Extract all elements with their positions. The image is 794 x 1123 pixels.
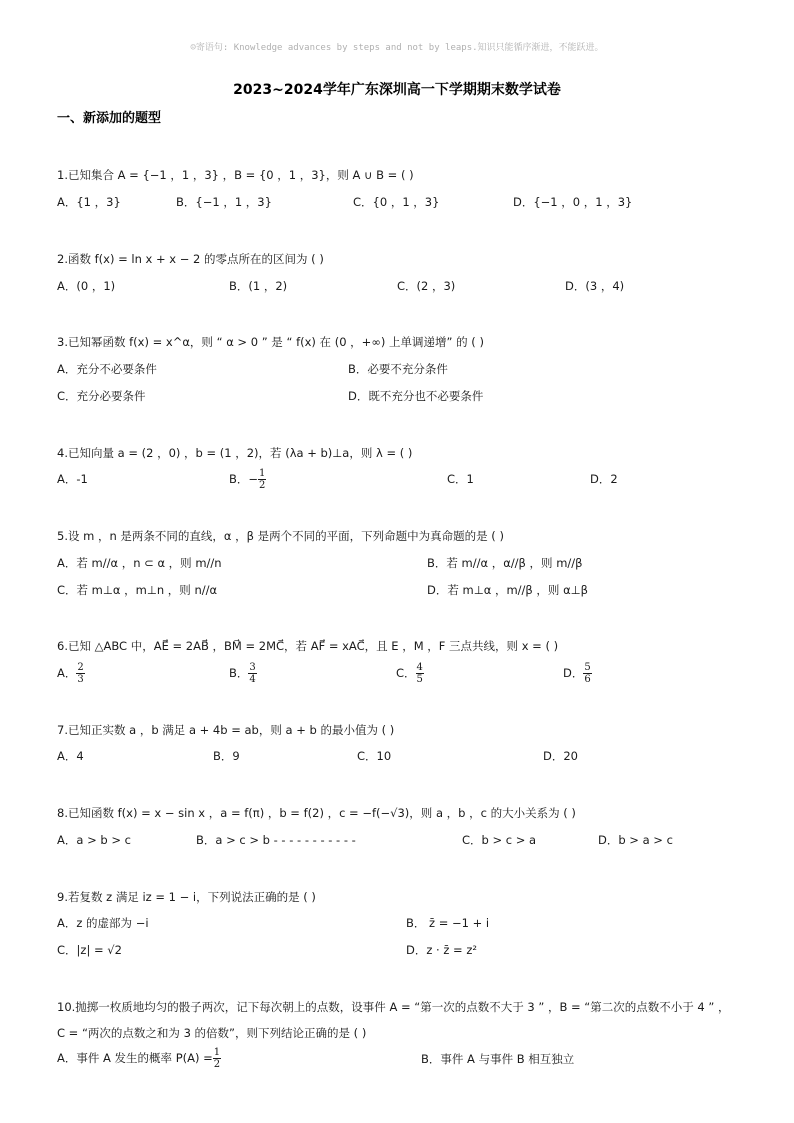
question-2-option-b: B．(1 ，2) xyxy=(229,279,288,293)
section-heading: 一、新添加的题型 xyxy=(57,111,162,126)
denominator: 2 xyxy=(213,1059,221,1070)
question-1-stem: 1.已知集合 A = {−1 ，1 ，3} ，B = {0 ，1 ，3}，则 A ∪ B = ( ) xyxy=(57,168,414,182)
question-6-stem: 6.已知 △ABC 中，AE⃗ = 2AB⃗ ，BM⃗ = 2MC⃗，若 AF⃗ = xAC⃗，且 E ，M ，F 三点共线，则 x = ( ) xyxy=(57,639,559,653)
option-label: B． xyxy=(229,666,249,680)
question-6-option-a xyxy=(57,659,85,687)
question-6-option-b xyxy=(229,659,257,687)
question-1-option-d: D．{−1 ，0 ，1 ，3} xyxy=(513,195,633,209)
question-10-stem: 10.抛掷一枚质地均匀的骰子两次，记下每次朝上的点数，设事件 A = “第一次的点数不大于 3 ” ，B = “第二次的点数不小于 4 ” ， xyxy=(57,1000,730,1014)
question-10-stem-line2: C = “两次的点数之和为 3 的倍数”，则下列结论正确的是 ( ) xyxy=(57,1026,367,1040)
option-label: A． xyxy=(57,666,77,680)
question-4-stem: 4.已知向量 a = (2 ，0) ，b = (1 ，2)，若 (λa + b)⊥a，则 λ = ( ) xyxy=(57,446,413,460)
question-7-option-b: B．9 xyxy=(213,749,240,763)
numerator: 3 xyxy=(249,662,256,673)
fraction xyxy=(416,662,424,685)
question-2-option-a: A．(0 ，1) xyxy=(57,279,116,293)
header-motto: ☺寄语句: Knowledge advances by steps and not by leaps.知识只能循序渐进，不能跃进。 xyxy=(190,43,604,53)
fraction-sign: − xyxy=(248,472,259,486)
question-10-option-a xyxy=(57,1044,221,1072)
question-6-option-c xyxy=(396,659,424,687)
question-9-stem: 9.若复数 z 满足 iz = 1 − i，下列说法正确的是 ( ) xyxy=(57,890,316,904)
question-7-option-d: D．20 xyxy=(543,749,578,763)
question-8-option-b: B．a > c > b - - - - - - - - - - - xyxy=(196,833,356,847)
question-1-option-c: C．{0 ，1 ，3} xyxy=(353,195,440,209)
question-2-option-c: C．(2 ，3) xyxy=(397,279,456,293)
fraction xyxy=(76,662,84,685)
question-5-option-d: D．若 m⊥α ，m//β ，则 α⊥β xyxy=(427,583,589,597)
question-9-option-b: B． z̄ = −1 + i xyxy=(406,916,490,930)
question-8-option-a: A．a > b > c xyxy=(57,833,131,847)
question-7-option-a: A．4 xyxy=(57,749,84,763)
question-2-option-d: D．(3 ，4) xyxy=(565,279,625,293)
numerator: 1 xyxy=(213,1047,221,1058)
question-4-option-c: C．1 xyxy=(447,472,474,486)
question-3-option-d: D．既不充分也不必要条件 xyxy=(348,389,484,403)
question-1-option-a: A．{1 ，3} xyxy=(57,195,121,209)
question-9-option-a: A．z 的虚部为 −i xyxy=(57,916,149,930)
denominator: 2 xyxy=(259,480,266,491)
question-5-option-c: C．若 m⊥α ，m⊥n ，则 n//α xyxy=(57,583,218,597)
question-7-stem: 7.已知正实数 a ，b 满足 a + 4b = ab，则 a + b 的最小值为 ( ) xyxy=(57,723,395,737)
option-label: D． xyxy=(563,666,584,680)
question-3-stem: 3.已知幂函数 f(x) = x^α，则 “ α > 0 ” 是 “ f(x) 在 (0 ，+∞) 上单调递增” 的 ( ) xyxy=(57,335,484,349)
question-7-option-c: C．10 xyxy=(357,749,392,763)
question-4-option-a: A．-1 xyxy=(57,472,88,486)
numerator: 2 xyxy=(77,662,84,673)
question-8-option-d: D．b > a > c xyxy=(598,833,673,847)
question-10-option-b: B．事件 A 与事件 B 相互独立 xyxy=(421,1052,575,1066)
question-9-option-d: D．z · z̄ = z² xyxy=(406,943,477,957)
fraction xyxy=(213,1047,221,1070)
denominator: 3 xyxy=(77,674,84,685)
question-4-option-b xyxy=(229,465,266,493)
denominator: 5 xyxy=(416,674,423,685)
question-3-option-a: A．充分不必要条件 xyxy=(57,362,157,376)
denominator: 6 xyxy=(584,674,591,685)
option-label: C． xyxy=(396,666,416,680)
option-label: A．事件 A 发生的概率 P(A) = xyxy=(57,1051,213,1065)
question-6-option-d xyxy=(563,659,592,687)
numerator: 1 xyxy=(259,468,266,479)
question-5-stem: 5.设 m ，n 是两条不同的直线，α ，β 是两个不同的平面，下列命题中为真命题的是 ( ) xyxy=(57,529,504,543)
question-5-option-a: A．若 m//α ，n ⊂ α ，则 m//n xyxy=(57,556,222,570)
question-5-option-b: B．若 m//α ，α//β ，则 m//β xyxy=(427,556,583,570)
page-title: 2023~2024学年广东深圳高一下学期期末数学试卷 xyxy=(233,82,561,98)
option-label: B． xyxy=(229,472,249,486)
question-8-option-c: C．b > c > a xyxy=(462,833,537,847)
question-9-option-c: C．|z| = √2 xyxy=(57,943,122,957)
fraction xyxy=(258,468,266,491)
question-3-option-b: B．必要不充分条件 xyxy=(348,362,448,376)
question-4-option-d: D．2 xyxy=(590,472,618,486)
question-8-stem: 8.已知函数 f(x) = x − sin x ，a = f(π) ，b = f(2) ，c = −f(−√3)，则 a ，b ，c 的大小关系为 ( ) xyxy=(57,806,576,820)
denominator: 4 xyxy=(249,674,256,685)
fraction xyxy=(583,662,591,685)
question-3-option-c: C．充分必要条件 xyxy=(57,389,146,403)
question-2-stem: 2.函数 f(x) = ln x + x − 2 的零点所在的区间为 ( ) xyxy=(57,252,324,266)
question-1-option-b: B．{−1 ，1 ，3} xyxy=(176,195,272,209)
fraction xyxy=(248,662,256,685)
numerator: 4 xyxy=(416,662,423,673)
numerator: 5 xyxy=(584,662,591,673)
